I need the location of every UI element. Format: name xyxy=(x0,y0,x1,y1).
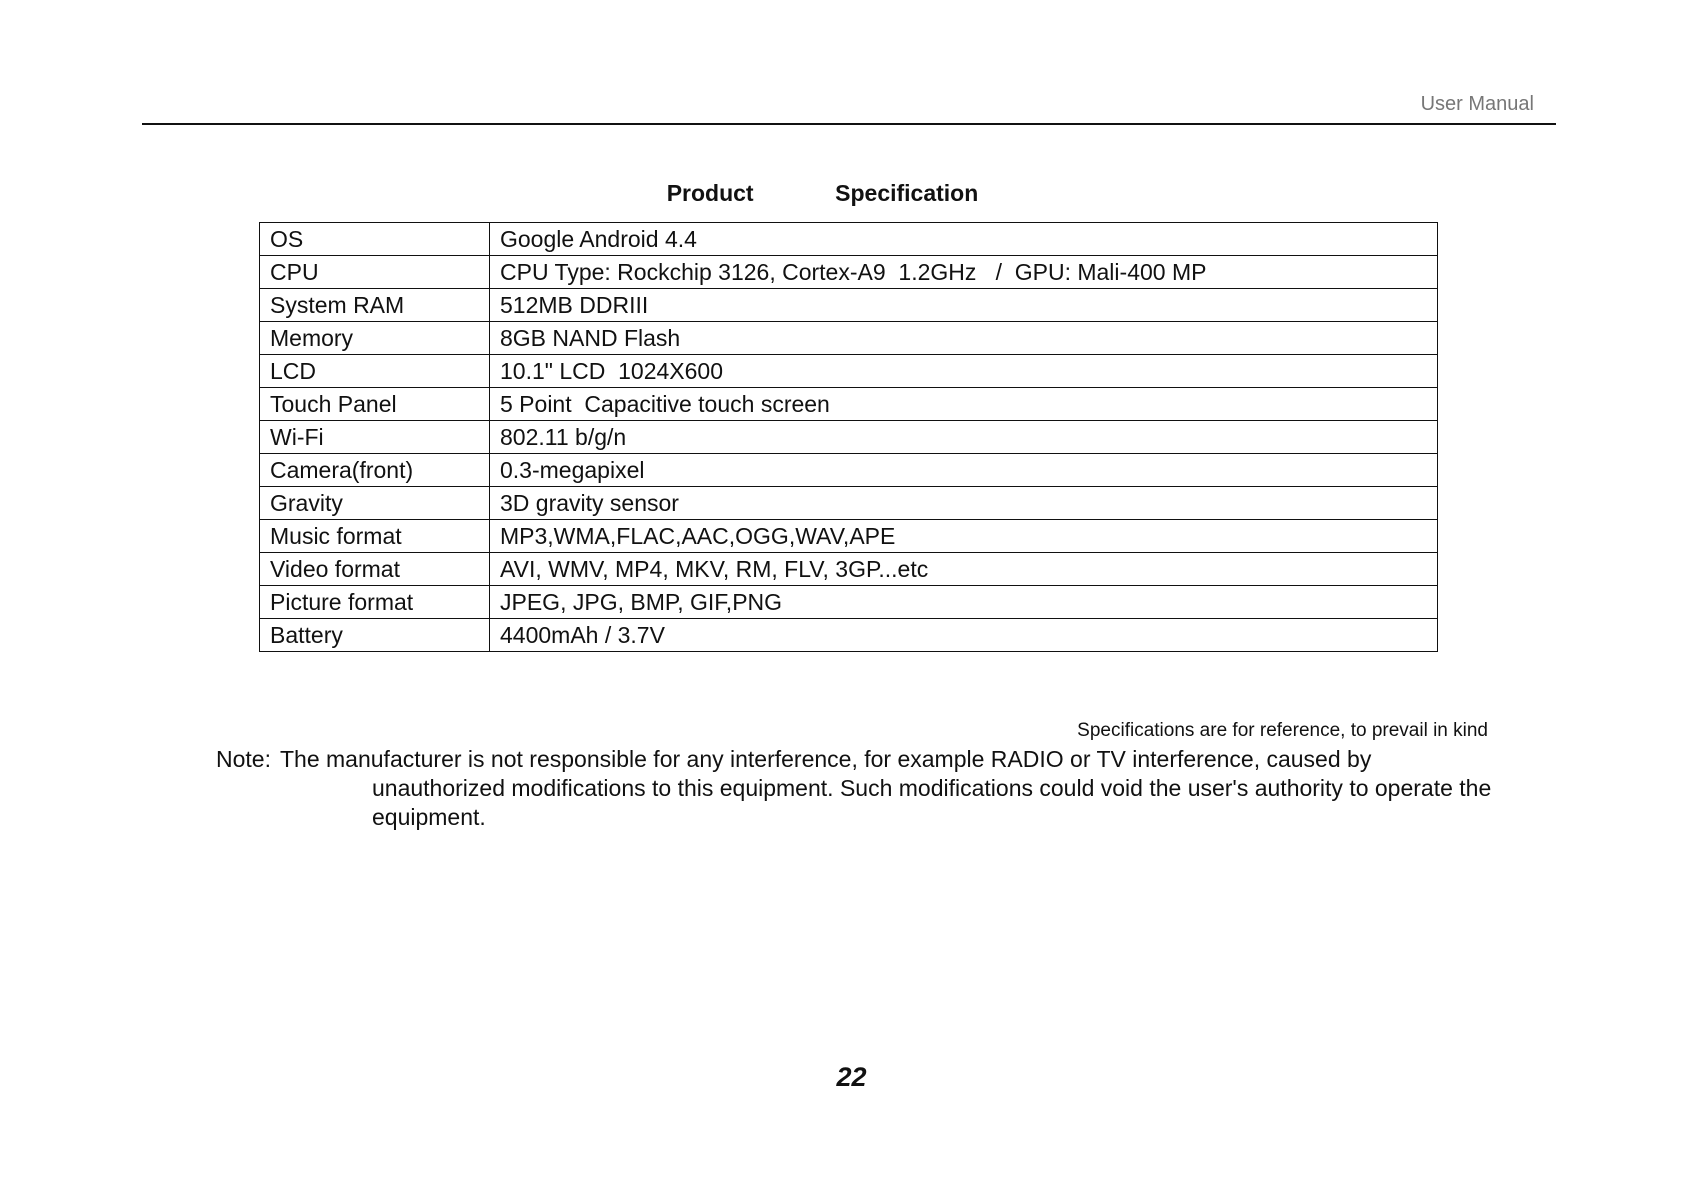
note-text: The manufacturer is not responsible for any interference, for example RADIO or TV interference, caused by unauthorized modifications to this equipment. Such modifications could void the user's authority to operate the equipment. xyxy=(280,746,1492,830)
spec-label-cell: Picture format xyxy=(260,586,490,619)
spec-value-cell: 10.1" LCD 1024X600 xyxy=(490,355,1438,388)
spec-value-cell: 0.3-megapixel xyxy=(490,454,1438,487)
spec-value-cell: 512MB DDRIII xyxy=(490,289,1438,322)
spec-value-cell: MP3,WMA,FLAC,AAC,OGG,WAV,APE xyxy=(490,520,1438,553)
spec-value-cell: AVI, WMV, MP4, MKV, RM, FLV, 3GP...etc xyxy=(490,553,1438,586)
spec-value-cell: 8GB NAND Flash xyxy=(490,322,1438,355)
table-row xyxy=(260,520,1438,553)
note-block xyxy=(216,745,1496,832)
spec-table xyxy=(259,222,1438,652)
spec-label-cell: Battery xyxy=(260,619,490,652)
spec-value-cell: CPU Type: Rockchip 3126, Cortex-A9 1.2GHz / GPU: Mali-400 MP xyxy=(490,256,1438,289)
table-row xyxy=(260,421,1438,454)
spec-label-cell: Touch Panel xyxy=(260,388,490,421)
table-row xyxy=(260,454,1438,487)
table-row xyxy=(260,322,1438,355)
spec-label-cell: Camera(front) xyxy=(260,454,490,487)
spec-label-cell: System RAM xyxy=(260,289,490,322)
spec-label-cell: Gravity xyxy=(260,487,490,520)
table-row xyxy=(260,355,1438,388)
reference-note: Specifications are for reference, to prevail in kind xyxy=(1077,720,1488,741)
note-prefix: Note: xyxy=(216,746,271,772)
spec-value-cell: Google Android 4.4 xyxy=(490,223,1438,256)
spec-value-cell: 4400mAh / 3.7V xyxy=(490,619,1438,652)
table-row xyxy=(260,553,1438,586)
table-row xyxy=(260,256,1438,289)
header-rule xyxy=(142,123,1556,125)
header-label: User Manual xyxy=(1420,93,1534,115)
spec-label-cell: Memory xyxy=(260,322,490,355)
spec-label-cell: Music format xyxy=(260,520,490,553)
table-row xyxy=(260,388,1438,421)
spec-label-cell: LCD xyxy=(260,355,490,388)
table-row xyxy=(260,487,1438,520)
table-row xyxy=(260,223,1438,256)
table-row xyxy=(260,619,1438,652)
spec-value-cell: 3D gravity sensor xyxy=(490,487,1438,520)
spec-label-cell: OS xyxy=(260,223,490,256)
spec-label-cell: Video format xyxy=(260,553,490,586)
spec-value-cell: 802.11 b/g/n xyxy=(490,421,1438,454)
spec-value-cell: 5 Point Capacitive touch screen xyxy=(490,388,1438,421)
table-row xyxy=(260,586,1438,619)
spec-label-cell: Wi-Fi xyxy=(260,421,490,454)
spec-label-cell: CPU xyxy=(260,256,490,289)
page-title: Product Specification xyxy=(666,180,979,206)
table-row xyxy=(260,289,1438,322)
spec-value-cell: JPEG, JPG, BMP, GIF,PNG xyxy=(490,586,1438,619)
page-number: 22 xyxy=(836,1062,867,1092)
